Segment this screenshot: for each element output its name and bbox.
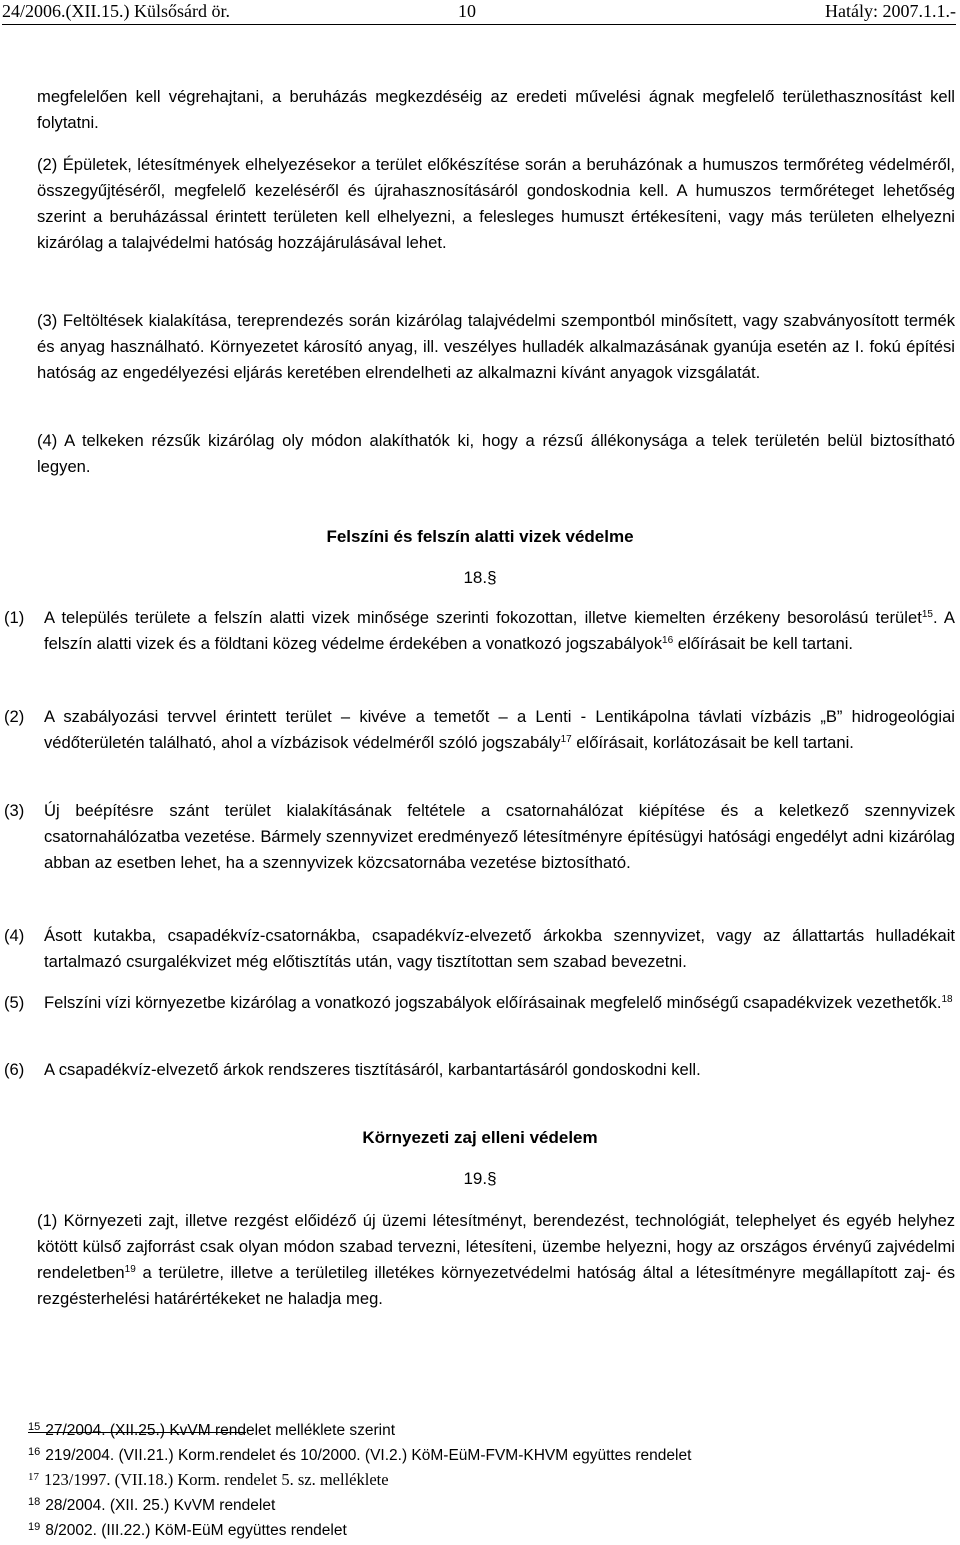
item-number: (6) — [4, 1060, 25, 1079]
section-18-number: 18.§ — [463, 568, 497, 587]
item-number: (1) — [4, 608, 25, 627]
footnote-17: $^{17}$ 123/1997. (VII.18.) Korm. rendelet 5. sz. melléklete — [28, 1470, 389, 1489]
section-19-paragraph-1: (1) Környezeti zajt, illetve rezgést előidéző új üzemi létesítményt, berendezést, technológiát, telephelyet és egyéb helyhez kötött külső zajforrást csak olyan módon szabad tervezni, létesíteni, üzembe helyezni, hogy az országos érvényű zajvédelmi rendeletben$^{19}$ a területre, illetve a területileg illetékes környezetvédelmi hatóság által a létesítményre megállapított zaj- és rezgésterhelési határértékeket ne haladja meg. — [37, 1211, 955, 1308]
item-number: (4) — [4, 926, 25, 945]
header-effective-date: Hatály: 2007.1.1.- — [825, 1, 956, 21]
item-text: Új beépítésre szánt terület kialakításának feltétele a csatornahálózat kiépítése és a keletkező szennyvizek csatornahálózatba vezetése. Bármely szennyvizet eredményező létesítményre építésügyi hatósági engedélyt adni kizárólag abban az esetben lehet, ha a szennyvizek közcsatornába vezetése biztosítható. — [44, 801, 955, 872]
intro-paragraph-2: (2) Épületek, létesítmények elhelyezésekor a terület előkészítése során a beruházónak a humuszos termőréteg védelméről, összegyűjtéséről, megfelelő kezeléséről és újrahasznosításáról gondoskodnia kell. A humuszos termőréteget lehetőség szerint a beruházással érintett területen kell elhelyezni, a felesleges humuszt értékesíteni, vagy más területen elhelyezni kizárólag a talajvédelmi hatóság hozzájárulásával lehet. — [37, 155, 955, 252]
footnote-16: $^{16}$ 219/2004. (VII.21.) Korm.rendelet és 10/2000. (VI.2.) KöM-EüM-FVM-KHVM együttes rendelet — [28, 1446, 692, 1464]
item-number: (2) — [4, 707, 25, 726]
header-page-number: 10 — [458, 1, 476, 21]
footnote-ref-15[interactable]: 15 — [921, 609, 933, 620]
intro-paragraph-3: (3) Feltöltések kialakítása, tereprendezés során kizárólag talajvédelmi szempontból minősített, vagy szabványosított termék és anyag használható. Környezetet károsító anyag, ill. veszélyes hulladék alkalmazásának gyanúja esetén az I. fokú építési hatóság az engedélyezési eljárás keretében elrendelheti az alkalmazni kívánt anyagok vizsgálatát. — [37, 311, 955, 382]
item-text: Ásott kutakba, csapadékvíz-csatornákba, csapadékvíz-elvezető árkokba szennyvizet, vagy az állattartás hulladékait tartalmazó csurgalékvizet még előtisztítás után, vagy tisztítottan sem szabad bevezetni. — [44, 926, 955, 971]
item-text: Felszíni vízi környezetbe kizárólag a vonatkozó jogszabályok előírásainak megfelelő minőségű csapadékvizek vezethetők.$^{18}$ — [44, 993, 953, 1012]
item-text: A csapadékvíz-elvezető árkok rendszeres tisztításáról, karbantartásáról gondoskodni kell. — [44, 1060, 701, 1079]
page-header — [2, 0, 956, 25]
footnote-19: $^{19}$ 8/2002. (III.22.) KöM-EüM együttes rendelet — [28, 1521, 347, 1539]
section-19-number: 19.§ — [463, 1169, 497, 1188]
item-text: A szabályozási tervvel érintett terület – kivéve a temetőt – a Lenti - Lentikápolna távlati vízbázis „B” hidrogeológiai védőterületén található, ahol a vízbázisok védelméről szóló jogszabály$^{17}$ előírásait, korlátozásait be kell tartani. — [44, 707, 955, 752]
footnote-ref-16[interactable]: 16 — [662, 635, 674, 646]
item-number: (3) — [4, 801, 25, 820]
item-number: (5) — [4, 993, 25, 1012]
footnote-ref-17[interactable]: 17 — [560, 734, 572, 745]
header-regulation-id: 24/2006.(XII.15.) Külsősárd ör. — [2, 1, 230, 21]
footnote-ref-18[interactable]: 18 — [941, 994, 953, 1005]
footnote-15: $^{15}$ 27/2004. (XII.25.) KvVM rendelet melléklete szerint — [28, 1421, 396, 1439]
intro-paragraph-4: (4) A telkeken rézsűk kizárólag oly módon alakíthatók ki, hogy a rézsű állékonysága a telek területén belül biztosítható legyen. — [37, 431, 955, 476]
item-text: A település területe a felszín alatti vizek minősége szerinti fokozottan, illetve kiemelten érzékeny besorolású terület$^{15}$. A felszín alatti vizek és a földtani közeg védelme érdekében a vonatkozó jogszabályok$^{16}$ előírásait be kell tartani. — [44, 608, 955, 653]
footnote-ref-19[interactable]: 19 — [124, 1264, 136, 1275]
intro-paragraph-1: megfelelően kell végrehajtani, a beruházás megkezdéséig az eredeti művelési ágnak megfelelő területhasznosítást kell folytatni. — [37, 87, 955, 132]
section-18-heading: Felszíni és felszín alatti vizek védelme — [326, 527, 634, 546]
footnote-18: $^{18}$ 28/2004. (XII. 25.) KvVM rendelet — [28, 1496, 276, 1514]
section-19-heading: Környezeti zaj elleni védelem — [362, 1128, 598, 1147]
